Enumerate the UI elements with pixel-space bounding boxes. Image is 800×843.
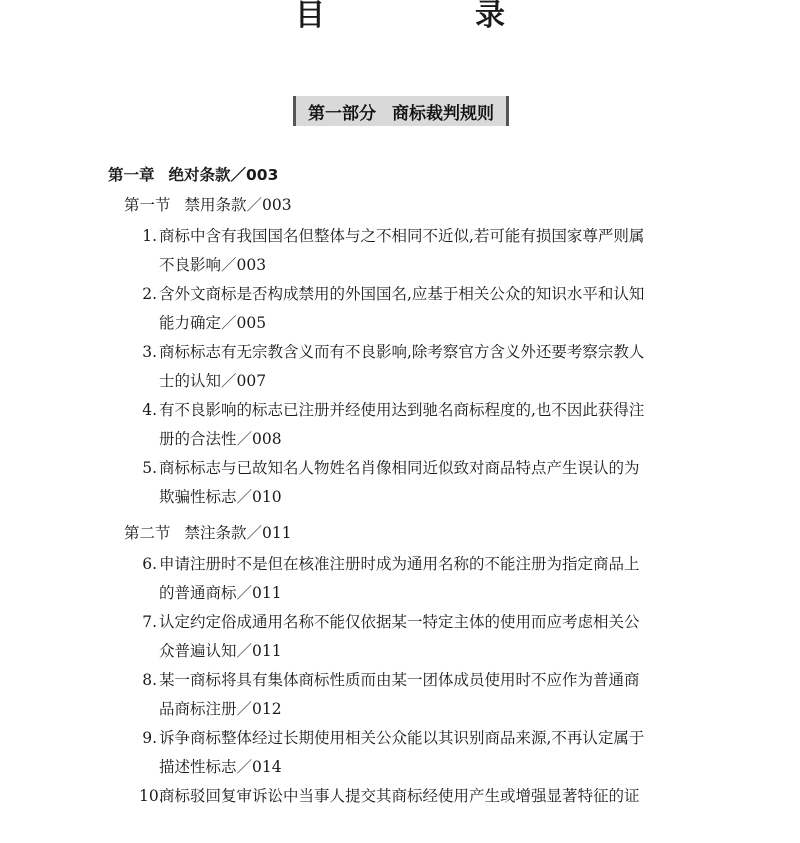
toc-item-10[interactable] <box>139 785 699 843</box>
item-text: 含外文商标是否构成禁用的外国国名,应基于相关公众的知识水平和认知 <box>159 285 645 303</box>
item-number: 5. <box>142 459 157 477</box>
item-text-cont <box>139 814 699 843</box>
page-title: 目 录 <box>295 0 565 33</box>
toc-item-6[interactable] <box>139 553 699 611</box>
item-text-cont: 能力确定／005 <box>159 314 267 332</box>
item-number: 8. <box>142 671 157 689</box>
toc-item-4[interactable] <box>139 399 699 457</box>
section-title: 禁用条款／003 <box>184 196 292 214</box>
item-text: 申请注册时不是但在核准注册时成为通用名称的不能注册为指定商品上 <box>159 555 640 573</box>
item-text-cont: 士的认知／007 <box>159 372 267 390</box>
item-text: 有不良影响的标志已注册并经使用达到驰名商标程度的,也不因此获得注 <box>159 401 645 419</box>
toc-item-3[interactable] <box>139 341 699 399</box>
section-label: 第一节 <box>124 196 171 214</box>
item-text: 商标标志与已故知名人物姓名肖像相同近似致对商品特点产生误认的为 <box>159 459 640 477</box>
item-text: 商标驳回复审诉讼中当事人提交其商标经使用产生或增强显著特征的证 <box>159 787 640 805</box>
item-text: 诉争商标整体经过长期使用相关公众能以其识别商品来源,不再认定属于 <box>159 729 645 747</box>
item-text: 某一商标将具有集体商标性质而由某一团体成员使用时不应作为普通商 <box>159 671 640 689</box>
item-text-cont: 的普通商标／011 <box>159 584 282 602</box>
section-heading-1[interactable] <box>124 194 292 216</box>
toc-item-2[interactable] <box>139 283 699 341</box>
item-number: 3. <box>142 343 157 361</box>
item-number: 2. <box>142 285 157 303</box>
item-text-cont: 众普遍认知／011 <box>159 642 282 660</box>
item-number: 4. <box>142 401 157 419</box>
part-label: 第一部分 <box>308 103 376 124</box>
section-heading-2[interactable] <box>124 522 292 544</box>
section-title: 禁注条款／011 <box>184 524 292 542</box>
item-text: 认定约定俗成通用名称不能仅依据某一特定主体的使用而应考虑相关公 <box>159 613 640 631</box>
item-number: 9. <box>142 729 157 747</box>
toc-item-1[interactable] <box>139 225 699 283</box>
chapter-label: 第一章 <box>108 166 155 184</box>
item-text-cont: 品商标注册／012 <box>159 700 282 718</box>
part-heading <box>293 96 509 126</box>
part-title: 商标裁判规则 <box>392 103 494 124</box>
toc-item-9[interactable] <box>139 727 699 785</box>
chapter-heading[interactable] <box>108 164 278 186</box>
item-text-cont: 册的合法性／008 <box>159 430 282 448</box>
item-text: 商标中含有我国国名但整体与之不相同不近似,若可能有损国家尊严则属 <box>159 227 645 245</box>
item-text: 商标标志有无宗教含义而有不良影响,除考察官方含义外还要考察宗教人 <box>159 343 645 361</box>
item-number: 6. <box>142 555 157 573</box>
item-text-cont: 欺骗性标志／010 <box>159 488 282 506</box>
item-number: 7. <box>142 613 157 631</box>
item-text-cont: 不良影响／003 <box>159 256 267 274</box>
toc-item-7[interactable] <box>139 611 699 669</box>
item-text-cont: 描述性标志／014 <box>159 758 282 776</box>
toc-item-8[interactable] <box>139 669 699 727</box>
item-number: 1. <box>142 227 157 245</box>
item-number: 10. <box>139 787 164 805</box>
chapter-title: 绝对条款／003 <box>168 166 279 184</box>
section-label: 第二节 <box>124 524 171 542</box>
toc-item-5[interactable] <box>139 457 699 515</box>
